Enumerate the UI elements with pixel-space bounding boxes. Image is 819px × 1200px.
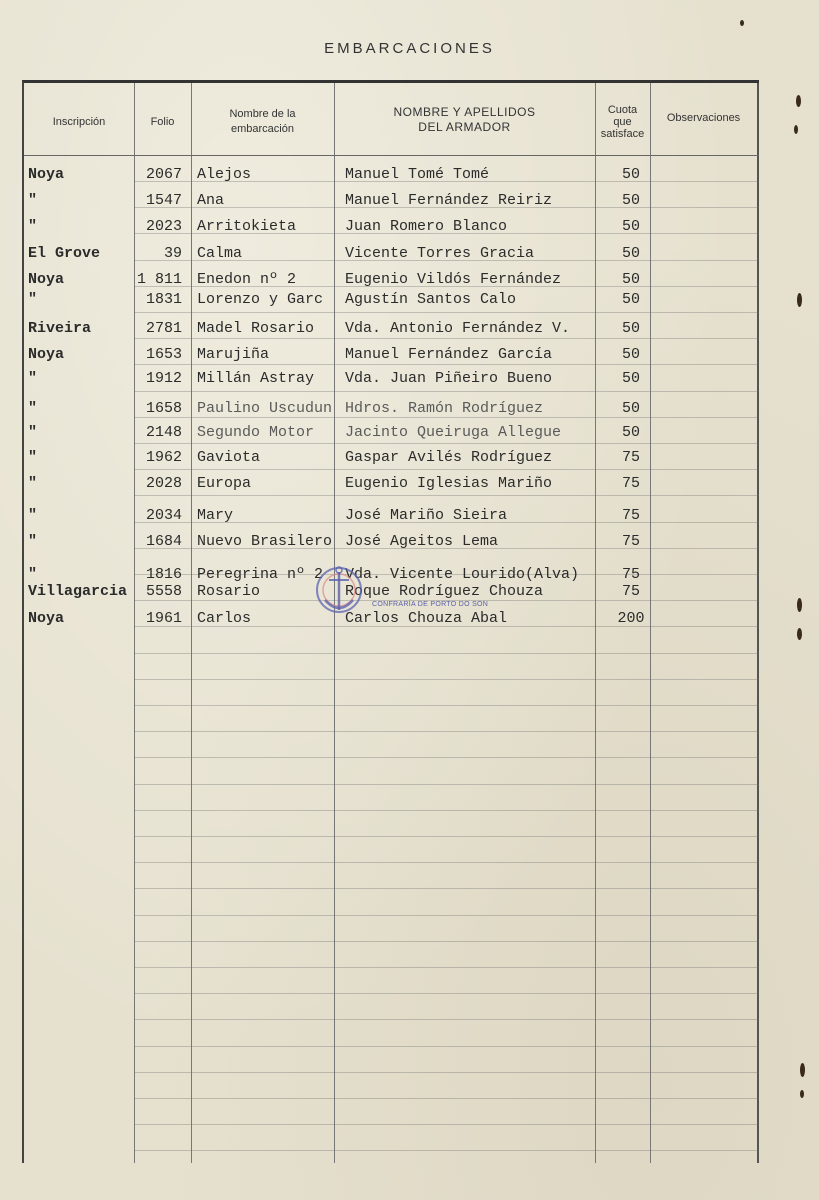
cell-armador: Manuel Tomé Tomé <box>345 166 490 183</box>
cell-cuota: 50 <box>621 166 640 183</box>
row-rule <box>134 810 759 811</box>
cell-cuota: 50 <box>621 218 640 235</box>
cell-folio: 1547 <box>145 192 182 209</box>
row-rule <box>134 495 759 496</box>
cell-cuota: 75 <box>621 533 640 550</box>
row-rule <box>134 784 759 785</box>
cell-inscripcion: " <box>28 449 38 466</box>
cell-embarcacion: Mary <box>197 507 234 524</box>
cell-inscripcion: Noya <box>28 271 65 288</box>
cell-embarcacion: Lorenzo y Garc <box>197 291 324 308</box>
cell-folio: 39 <box>163 245 182 262</box>
header-rule <box>24 155 759 156</box>
header-observaciones: Observaciones <box>666 111 741 124</box>
cell-armador: José Mariño Sieira <box>345 507 508 524</box>
row-rule <box>134 888 759 889</box>
cell-armador: Vda. Juan Piñeiro Bueno <box>345 370 553 387</box>
cell-cuota: 50 <box>621 192 640 209</box>
cell-armador: Vda. Antonio Fernández V. <box>345 320 571 337</box>
cell-inscripcion: El Grove <box>28 245 101 262</box>
cell-armador: Gaspar Avilés Rodríguez <box>345 449 553 466</box>
cell-folio: 1658 <box>145 400 182 417</box>
row-rule <box>134 443 759 444</box>
cell-inscripcion: " <box>28 424 38 441</box>
cell-inscripcion: " <box>28 566 38 583</box>
row-rule <box>134 312 759 313</box>
column-divider <box>757 83 759 1163</box>
page-title: EMBARCACIONES <box>324 40 495 57</box>
cell-embarcacion: Nuevo Brasilero <box>197 533 333 550</box>
cell-embarcacion: Arritokieta <box>197 218 297 235</box>
cell-folio: 2023 <box>145 218 182 235</box>
row-rule <box>134 469 759 470</box>
paper-spot <box>794 125 798 134</box>
row-rule <box>134 1124 759 1125</box>
cell-armador: Manuel Fernández Reiriz <box>345 192 553 209</box>
header-nombre-embarcacion: Nombre de la embarcación <box>229 108 296 135</box>
paper-spot <box>740 20 744 26</box>
cell-folio: 5558 <box>145 583 182 600</box>
cell-inscripcion: Villagarcia <box>28 583 128 600</box>
cell-cuota: 50 <box>621 424 640 441</box>
cell-inscripcion: Noya <box>28 166 65 183</box>
row-rule <box>134 1019 759 1020</box>
cell-cuota: 75 <box>621 475 640 492</box>
row-rule <box>134 705 759 706</box>
column-divider <box>191 83 192 1163</box>
cell-folio: 1653 <box>145 346 182 363</box>
row-rule <box>134 1046 759 1047</box>
cell-cuota: 200 <box>617 610 645 627</box>
row-rule <box>134 941 759 942</box>
header-folio: Folio <box>150 115 175 128</box>
cell-embarcacion: Segundo Motor <box>197 424 315 441</box>
row-rule <box>134 338 759 339</box>
anchor-stamp-icon <box>313 560 365 622</box>
row-rule <box>134 836 759 837</box>
cell-armador: Juan Romero Blanco <box>345 218 508 235</box>
cell-cuota: 50 <box>621 346 640 363</box>
cell-embarcacion: Carlos <box>197 610 252 627</box>
cell-inscripcion: Riveira <box>28 320 92 337</box>
row-rule <box>134 731 759 732</box>
cell-folio: 1961 <box>145 610 182 627</box>
cell-inscripcion: " <box>28 370 38 387</box>
cell-inscripcion: " <box>28 291 38 308</box>
row-rule <box>134 1150 759 1151</box>
cell-armador: Vicente Torres Gracia <box>345 245 535 262</box>
cell-armador: José Ageitos Lema <box>345 533 499 550</box>
cell-folio: 2034 <box>145 507 182 524</box>
cell-embarcacion: Alejos <box>197 166 252 183</box>
cell-embarcacion: Calma <box>197 245 243 262</box>
paper-spot <box>796 95 801 107</box>
cell-cuota: 75 <box>621 583 640 600</box>
cell-cuota: 50 <box>621 291 640 308</box>
cell-armador: Carlos Chouza Abal <box>345 610 508 627</box>
header-cuota: Cuota que satisface <box>600 104 645 140</box>
cell-folio: 1831 <box>145 291 182 308</box>
cell-folio: 1816 <box>145 566 182 583</box>
cell-folio: 2028 <box>145 475 182 492</box>
cell-inscripcion: " <box>28 475 38 492</box>
cell-inscripcion: " <box>28 218 38 235</box>
cell-inscripcion: " <box>28 533 38 550</box>
cell-inscripcion: Noya <box>28 346 65 363</box>
paper-spot <box>797 598 802 612</box>
cell-armador: Hdros. Ramón Rodríguez <box>345 400 544 417</box>
cell-armador: Eugenio Vildós Fernández <box>345 271 562 288</box>
cell-cuota: 50 <box>621 245 640 262</box>
cell-folio: 2067 <box>145 166 182 183</box>
cell-armador: Eugenio Iglesias Mariño <box>345 475 553 492</box>
cell-armador: Vda. Vicente Lourido(Alva) <box>345 566 580 583</box>
cell-folio: 1962 <box>145 449 182 466</box>
cell-embarcacion: Enedon nº 2 <box>197 271 297 288</box>
row-rule <box>134 915 759 916</box>
row-rule <box>134 417 759 418</box>
column-divider <box>334 83 335 1163</box>
cell-folio: 1684 <box>145 533 182 550</box>
cell-embarcacion: Paulino Uscudun <box>197 400 333 417</box>
cell-embarcacion: Millán Astray <box>197 370 315 387</box>
cell-cuota: 50 <box>621 400 640 417</box>
header-armador: NOMBRE Y APELLIDOS DEL ARMADOR <box>393 105 536 134</box>
row-rule <box>134 679 759 680</box>
row-rule <box>134 653 759 654</box>
paper-spot <box>800 1090 804 1098</box>
cell-armador: Roque Rodríguez Chouza <box>345 583 544 600</box>
cell-inscripcion: Noya <box>28 610 65 627</box>
paper-spot <box>797 628 802 640</box>
cell-cuota: 50 <box>621 271 640 288</box>
cell-cuota: 75 <box>621 449 640 466</box>
row-rule <box>134 391 759 392</box>
cell-embarcacion: Marujiña <box>197 346 270 363</box>
cell-armador: Jacinto Queiruga Allegue <box>345 424 562 441</box>
cell-cuota: 75 <box>621 507 640 524</box>
cell-folio: 1 811 <box>136 271 182 288</box>
row-rule <box>134 1098 759 1099</box>
cell-armador: Manuel Fernández García <box>345 346 553 363</box>
cell-armador: Agustín Santos Calo <box>345 291 517 308</box>
row-rule <box>134 1072 759 1073</box>
row-rule <box>134 757 759 758</box>
row-rule <box>134 364 759 365</box>
cell-folio: 2148 <box>145 424 182 441</box>
row-rule <box>134 862 759 863</box>
paper-spot <box>797 293 802 307</box>
cell-inscripcion: " <box>28 507 38 524</box>
cell-embarcacion: Europa <box>197 475 252 492</box>
header-inscripcion: Inscripción <box>52 115 106 128</box>
cell-inscripcion: " <box>28 192 38 209</box>
cell-cuota: 75 <box>621 566 640 583</box>
row-rule <box>134 993 759 994</box>
cell-cuota: 50 <box>621 370 640 387</box>
cell-folio: 1912 <box>145 370 182 387</box>
cell-embarcacion: Gaviota <box>197 449 261 466</box>
cell-embarcacion: Ana <box>197 192 225 209</box>
row-rule <box>134 967 759 968</box>
cell-cuota: 50 <box>621 320 640 337</box>
cell-inscripcion: " <box>28 400 38 417</box>
column-divider <box>595 83 596 1163</box>
cell-embarcacion: Madel Rosario <box>197 320 315 337</box>
cell-embarcacion: Peregrina nº 2 <box>197 566 324 583</box>
cell-embarcacion: Rosario <box>197 583 261 600</box>
stamp-text: CONFRARÍA DE PORTO DO SON <box>372 601 489 608</box>
cell-folio: 2781 <box>145 320 182 337</box>
paper-spot <box>800 1063 805 1077</box>
